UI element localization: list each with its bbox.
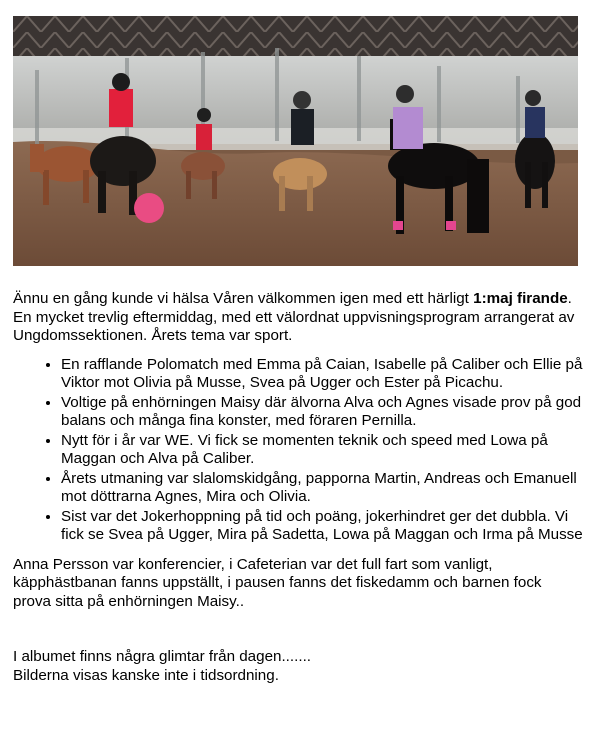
riding-arena-photo [13, 16, 578, 266]
intro-paragraph [13, 290, 583, 346]
album-paragraph [13, 648, 583, 685]
intro-line-1-suffix: . [567, 290, 572, 307]
program-list [13, 356, 583, 545]
album-line-1: I albumet finns några glimtar från dagen....... [13, 648, 312, 665]
intro-highlight: 1:maj firande [473, 290, 568, 307]
program-item-voltige: • Voltige på enhörningen Maisy där älvorna Alva och Agnes visade prov på god balans och många fina konster, med föraren Pernilla. [61, 394, 583, 431]
after-program-paragraph: Anna Persson var konferencier, i Cafeterian var det full fart som vanligt, käpphästbanan fanns uppställt, i pausen fanns det fiskedamm och barnen fock prova sitta på enhörningen Maisy.. [13, 555, 542, 610]
program-item-polo: • En rafflande Polomatch med Emma på Caian, Isabelle på Caliber och Ellie på Viktor mot Olivia på Musse, Svea på Ugger och Ester på Picachu. [61, 356, 583, 393]
article-body [13, 290, 583, 685]
album-line-2: Bilderna visas kanske inte i tidsordning. [13, 666, 279, 684]
program-item-slalom: • Årets utmaning var slalomskidgång, papporna Martin, Andreas och Emanuell mot döttrarna Agnes, Mira och Olivia. [61, 470, 583, 507]
program-item-jokerhoppning: • Sist var det Jokerhoppning på tid och poäng, jokerhindret ger det dubbla. Vi fick se Svea på Ugger, Mira på Sadetta, Lowa på Maggan och Irma på Musse [61, 508, 583, 545]
program-item-we: • Nytt för i år var WE. Vi fick se momenten teknik och speed med Lowa på Maggan och Alva på Caliber. [61, 432, 583, 469]
event-photo [13, 16, 578, 266]
intro-line-2: En mycket trevlig eftermiddag, med ett välordnat uppvisningsprogram arrangerat av Ungdomssektionen. Årets tema var sport. [13, 308, 575, 344]
ball [134, 193, 164, 223]
intro-line-1-prefix: Ännu en gång kunde vi hälsa Våren välkommen igen med ett härligt [13, 290, 474, 307]
